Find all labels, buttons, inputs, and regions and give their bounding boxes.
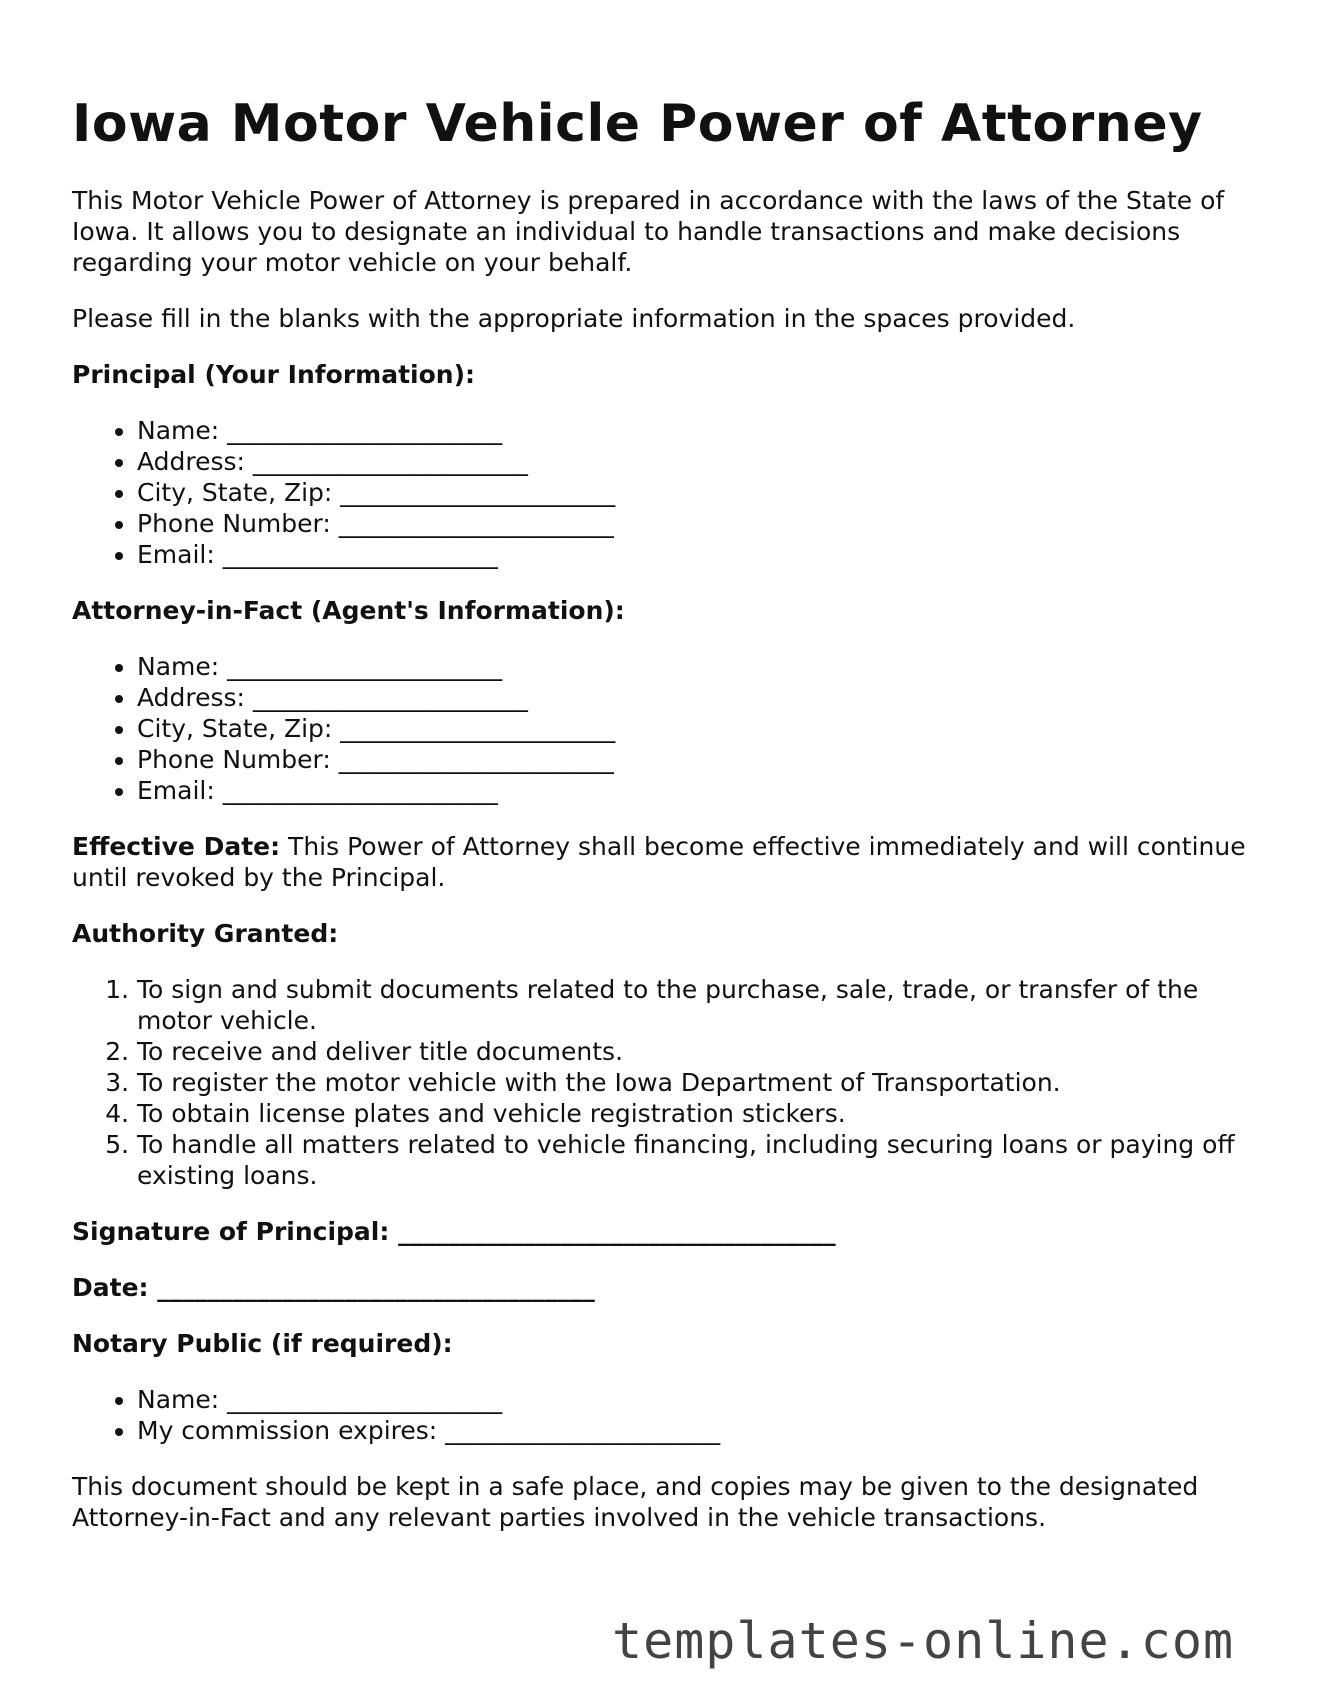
agent-fields <box>72 651 1252 806</box>
principal-signature-field[interactable]: Signature of Principal: ___________________________________ <box>72 1217 836 1246</box>
authority-item: 4. To obtain license plates and vehicle registration stickers. <box>137 1098 1252 1129</box>
authority-item: 1. To sign and submit documents related to the purchase, sale, trade, or transfer of the motor vehicle. <box>137 974 1252 1036</box>
notary-fields <box>72 1384 1252 1446</box>
notary-heading: Notary Public (if required): <box>72 1329 453 1358</box>
notary-name-field[interactable]: • Name: ______________________ <box>137 1384 1252 1415</box>
agent-phone-field[interactable]: • Phone Number: ______________________ <box>137 744 1252 775</box>
document-page <box>72 0 1252 1533</box>
principal-heading: Principal (Your Information): <box>72 360 476 389</box>
authority-heading: Authority Granted: <box>72 919 339 948</box>
principal-name-field[interactable]: • Name: ______________________ <box>137 415 1252 446</box>
intro-paragraph: This Motor Vehicle Power of Attorney is prepared in accordance with the laws of the State of Iowa. It allows you to designate an individual to handle transactions and make decisions regarding your motor vehicle on your behalf. <box>72 186 1225 277</box>
agent-name-field[interactable]: • Name: ______________________ <box>137 651 1252 682</box>
authority-item: 2. To receive and deliver title documents. <box>137 1036 1252 1067</box>
principal-email-field[interactable]: • Email: ______________________ <box>137 539 1252 570</box>
agent-address-field[interactable]: • Address: ______________________ <box>137 682 1252 713</box>
authority-item: 5. To handle all matters related to vehicle financing, including securing loans or paying off existing loans. <box>137 1129 1252 1191</box>
date-field[interactable]: Date: ___________________________________ <box>72 1273 595 1302</box>
watermark: templates-online.com <box>612 1612 1235 1670</box>
page-title: Iowa Motor Vehicle Power of Attorney <box>72 94 1203 154</box>
effective-date-label: Effective Date: <box>72 832 281 861</box>
instructions-paragraph: Please fill in the blanks with the appropriate information in the spaces provided. <box>72 304 1076 333</box>
agent-email-field[interactable]: • Email: ______________________ <box>137 775 1252 806</box>
closing-paragraph: This document should be kept in a safe place, and copies may be given to the designated Attorney-in-Fact and any relevant parties involved in the vehicle transactions. <box>72 1472 1199 1532</box>
principal-address-field[interactable]: • Address: ______________________ <box>137 446 1252 477</box>
effective-date-text: This Power of Attorney shall become effective immediately and will continue until revoked by the Principal. <box>72 832 1246 892</box>
principal-fields <box>72 415 1252 570</box>
authority-list <box>72 974 1252 1191</box>
agent-city-state-zip-field[interactable]: • City, State, Zip: ______________________ <box>137 713 1252 744</box>
notary-commission-field[interactable]: • My commission expires: ______________________ <box>137 1415 1252 1446</box>
authority-item: 3. To register the motor vehicle with the Iowa Department of Transportation. <box>137 1067 1252 1098</box>
principal-city-state-zip-field[interactable]: • City, State, Zip: ______________________ <box>137 477 1252 508</box>
agent-heading: Attorney-in-Fact (Agent's Information): <box>72 596 625 625</box>
effective-date-paragraph <box>72 831 1252 893</box>
principal-phone-field[interactable]: • Phone Number: ______________________ <box>137 508 1252 539</box>
